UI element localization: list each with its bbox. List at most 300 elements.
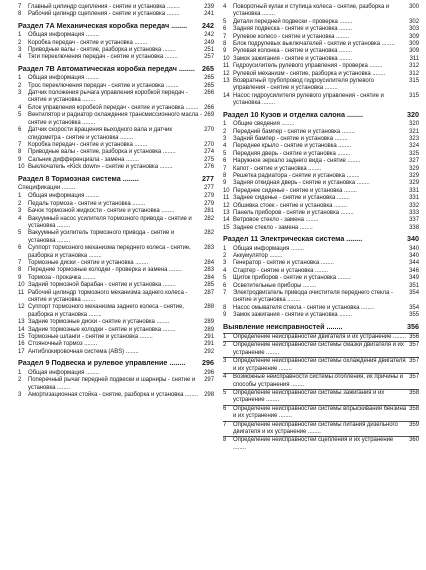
toc-entry <box>18 230 214 245</box>
toc-entry <box>223 188 419 195</box>
toc-entry <box>18 349 214 356</box>
toc-entry <box>223 41 419 48</box>
entry-number: 4 <box>18 215 22 222</box>
entry-title: Передний бампер - снятие и установка ........ <box>233 128 355 135</box>
entry-title: Раздел 7А Механическая коробка передач ........ <box>18 20 188 30</box>
section-heading <box>18 175 214 183</box>
page-number: 269 <box>204 112 214 119</box>
entry-number: 17 <box>18 348 25 355</box>
page-number: 266 <box>204 90 214 97</box>
page-number: 242 <box>204 32 214 39</box>
entry-number: 4 <box>223 267 227 274</box>
page-number: 289 <box>204 319 214 326</box>
entry-title: Тормозные шланги - снятие и установка ........ <box>28 334 153 341</box>
page-number: 340 <box>409 253 419 259</box>
entry-title: Приводные валы - снятие, разборка и установка ........ <box>28 149 176 156</box>
page-number: 239 <box>204 4 214 10</box>
toc-entry <box>223 56 419 63</box>
entry-number: 3 <box>223 260 227 267</box>
toc-entry <box>223 63 419 70</box>
page-number: 315 <box>409 92 419 99</box>
toc-entry <box>223 357 419 373</box>
toc-entry <box>223 129 419 136</box>
toc-entry <box>18 112 214 127</box>
page-number: 358 <box>409 405 419 412</box>
entry-title: Общие сведения ........ <box>233 121 295 128</box>
entry-number: 2 <box>18 377 22 384</box>
entry-number: 6 <box>18 245 22 252</box>
entry-title: Выключатель «Kick down» - снятие и установка ........ <box>28 164 173 171</box>
page-number: 323 <box>409 135 419 142</box>
toc-entry <box>18 40 214 47</box>
section-heading <box>18 359 214 367</box>
entry-title: Переднее сиденье - снятие и установка ........ <box>233 187 357 194</box>
toc-entry <box>223 173 419 180</box>
toc-entry <box>18 377 214 392</box>
page-number: 355 <box>409 312 419 319</box>
page-number: 346 <box>409 267 419 274</box>
page-number: 321 <box>409 128 419 135</box>
page-number: 309 <box>409 48 419 55</box>
page-number: 309 <box>409 33 419 40</box>
entry-title: Антиблокировочная система (ABS) ........ <box>28 348 139 355</box>
toc-entry <box>223 436 419 452</box>
page-number: 274 <box>204 149 214 156</box>
page-number: 291 <box>204 334 214 341</box>
entry-number: 4 <box>223 374 227 381</box>
entry-number: 11 <box>223 195 230 202</box>
entry-number: 5 <box>223 275 227 282</box>
toc-entry <box>18 304 214 319</box>
page-number: 320 <box>409 121 419 128</box>
toc-entry <box>223 246 419 253</box>
entry-title: Задняя откидная дверь - снятие и установка ........ <box>233 180 370 187</box>
toc-entry <box>223 290 419 305</box>
entry-title: Определение неисправностей системы впрыскивания бензина и их устранение ........ <box>233 405 406 420</box>
entry-title: Раздел 7В Автоматическая коробка передач ........ <box>18 63 195 73</box>
toc-entry <box>223 19 419 26</box>
entry-number: 2 <box>18 200 22 207</box>
entry-number: 4 <box>223 143 227 150</box>
entry-number: 1 <box>18 193 22 200</box>
page-number: 257 <box>204 54 214 61</box>
entry-number: 7 <box>223 165 227 172</box>
toc-entry <box>18 11 214 18</box>
page-number: 282 <box>204 230 214 237</box>
toc-entry <box>223 275 419 282</box>
toc-entry <box>223 305 419 312</box>
toc-entry <box>223 225 419 232</box>
entry-title: Общая информация ........ <box>28 32 99 39</box>
contents-left-column <box>18 4 214 399</box>
entry-title: Обшивка стоек - снятие и установка ........ <box>233 202 347 209</box>
entry-title: Панель приборов - снятие и установка ........ <box>233 209 354 216</box>
entry-title: Общая информация ........ <box>28 75 99 82</box>
entry-title: Передние тормозные колодки - проверка и замена ........ <box>28 267 182 274</box>
toc-entry <box>18 32 214 39</box>
page-number: 327 <box>409 158 419 165</box>
toc-entry <box>223 71 419 78</box>
toc-entry <box>223 93 419 108</box>
entry-title: Наружное зеркало заднего вида - снятие ........ <box>233 158 361 165</box>
entry-title: Суппорт тормозного механизма заднего колеса - снятие, разборка и установка ........ <box>28 304 184 318</box>
entry-number: 13 <box>18 319 25 326</box>
entry-title: Общая информация ........ <box>233 245 304 252</box>
toc-entry <box>18 327 214 334</box>
page-number: 340 <box>407 234 419 244</box>
toc-entry <box>18 90 214 105</box>
entry-title: Раздел 10 Кузов и отделка салона ........ <box>223 109 363 119</box>
entry-title: Определение неисправностей сцепления и их устранение ........ <box>233 437 394 451</box>
toc-entry <box>18 260 214 267</box>
entry-title: Амортизационная стойка - снятие, разборка и установка ........ <box>28 391 198 398</box>
entry-title: Переднее крыло - снятие и установка ........ <box>233 143 352 150</box>
entry-number: 13 <box>223 209 230 216</box>
entry-number: 11 <box>18 289 25 296</box>
entry-title: Приводные валы - снятие, разборка и установка ........ <box>28 47 176 54</box>
toc-entry <box>18 319 214 326</box>
entry-title: Заднее сиденье - снятие и установка ........ <box>233 195 350 202</box>
entry-number: 10 <box>223 55 230 62</box>
page-number: 298 <box>204 391 214 398</box>
entry-number: 2 <box>223 128 227 135</box>
entry-number: 1 <box>18 75 22 82</box>
entry-title: Спецификации ........ <box>18 184 76 191</box>
entry-title: Датчик положения рычага управления коробкой передач - снятие и установка ........ <box>28 90 188 104</box>
page-number: 349 <box>409 275 419 282</box>
entry-title: Рулевой механизм - снятие, разборка и установка ........ <box>233 70 386 77</box>
page-number: 354 <box>409 290 419 297</box>
toc-entry <box>223 151 419 158</box>
page-number: 359 <box>409 421 419 428</box>
entry-title: Насос омывателя стекла - снятие и установка ........ <box>233 304 374 311</box>
entry-title: Решетка радиатора - снятие и установка ........ <box>233 172 360 179</box>
toc-entry <box>223 78 419 93</box>
page-number: 281 <box>204 208 214 215</box>
page-number: 266 <box>204 104 214 111</box>
page-number: 337 <box>409 217 419 224</box>
entry-number: 6 <box>223 405 227 412</box>
page-number: 287 <box>204 289 214 296</box>
entry-number: 5 <box>223 18 227 25</box>
page-number: 312 <box>409 70 419 77</box>
entry-number: 3 <box>223 135 227 142</box>
entry-title: Электродвигатель привода очистителя переднего стекла - снятие и установка ........ <box>233 290 393 304</box>
entry-number: 10 <box>18 164 25 171</box>
entry-title: Суппорт тормозного механизма переднего колеса - снятие, разборка и установка ........ <box>28 245 191 259</box>
entry-number: 6 <box>223 26 227 33</box>
entry-title: Коробка передач - снятие и установка ........ <box>28 141 148 148</box>
toc-entry <box>223 312 419 319</box>
entry-title: Раздел 11 Электрическая система ........ <box>223 234 363 244</box>
page-number: 360 <box>409 437 419 444</box>
entry-title: Задняя подвеска - снятие и установка ........ <box>233 26 353 33</box>
entry-title: Тормозные диски - снятие и установка ........ <box>28 260 149 266</box>
toc-entry <box>223 195 419 202</box>
entry-number: 2 <box>223 253 227 259</box>
entry-number: 7 <box>18 4 22 10</box>
entry-title: Определение неисправностей системы смазки двигателя и их устранение ........ <box>233 342 404 356</box>
page-number: 296 <box>202 358 214 368</box>
entry-title: Определение неисправностей системы зажигания и их устранение ........ <box>233 389 385 404</box>
toc-entry <box>18 370 214 377</box>
entry-title: Поперечный рычаг передней подвески и шарниры - снятие и установка ........ <box>28 377 196 391</box>
entry-title: Блок управления коробкой передач - снятие и установка ........ <box>28 104 199 111</box>
page-number: 241 <box>204 11 214 18</box>
page-number: 277 <box>203 184 214 191</box>
page-number: 282 <box>204 215 214 222</box>
entry-number: 12 <box>223 70 230 77</box>
entry-title: Вакуумный насос усилителя тормозного привода - снятие и установка ........ <box>28 215 192 229</box>
entry-number: 15 <box>223 224 230 231</box>
entry-number: 14 <box>223 92 230 99</box>
toc-entry <box>223 166 419 173</box>
entry-title: Возвратный трубопровод гидроусилителя рулевого управления - снятие и установка ........ <box>233 78 374 92</box>
toc-entry <box>18 142 214 149</box>
toc-entry <box>223 341 419 357</box>
entry-number: 8 <box>18 149 22 156</box>
toc-entry <box>18 105 214 112</box>
entry-title: Гидроусилитель рулевого управления - проверка ........ <box>233 63 383 70</box>
toc-entry <box>18 127 214 142</box>
entry-number: 15 <box>18 334 25 341</box>
page-number: 332 <box>409 202 419 209</box>
entry-number: 5 <box>18 230 22 237</box>
entry-title: Рабочий цилиндр тормозного механизма заднего колеса - снятие и установка ........ <box>28 289 188 304</box>
toc-entry <box>18 208 214 215</box>
entry-number: 8 <box>223 437 227 444</box>
section-heading <box>223 111 419 119</box>
entry-number: 8 <box>223 172 227 179</box>
page-number: 279 <box>204 193 214 200</box>
toc-entry <box>223 260 419 267</box>
entry-title: Трос переключения передач - снятие и установка ........ <box>28 82 179 89</box>
page-number: 285 <box>204 282 214 289</box>
entry-number: 3 <box>18 47 22 54</box>
page-number: 329 <box>409 180 419 187</box>
page-number: 344 <box>409 260 419 267</box>
toc-entry <box>18 267 214 274</box>
entry-title: Стояночный тормоз ........ <box>28 341 98 348</box>
page-number: 265 <box>204 82 214 89</box>
entry-title: Определение неисправностей двигателя и их устранение ........ <box>233 334 406 341</box>
entry-number: 7 <box>223 421 227 428</box>
page-number: 358 <box>409 389 419 396</box>
entry-title: Датчик скорости вращения выходного вала и датчик спидометра - снятие и установка ........ <box>28 127 172 141</box>
entry-number: 4 <box>223 4 227 10</box>
entry-number: 9 <box>18 274 22 281</box>
page-number: 356 <box>409 334 419 341</box>
entry-number: 7 <box>223 33 227 40</box>
toc-entry <box>223 121 419 128</box>
toc-entry <box>18 157 214 164</box>
entry-number: 10 <box>223 187 230 194</box>
page-number: 357 <box>409 342 419 349</box>
entry-number: 5 <box>18 112 22 119</box>
contents-right-column <box>223 4 419 452</box>
entry-number: 16 <box>18 341 25 348</box>
page-number: 312 <box>409 63 419 70</box>
page-number: 351 <box>409 282 419 289</box>
entry-number: 1 <box>18 32 22 39</box>
toc-entry <box>18 54 214 61</box>
entry-title: Возможные неисправности системы отопления, их причины и способы устранения ........ <box>233 374 403 388</box>
entry-title: Заднее стекло - замена ........ <box>233 224 313 231</box>
page-number: 279 <box>204 200 214 207</box>
toc-entry <box>18 75 214 82</box>
entry-number: 6 <box>223 158 227 165</box>
entry-number: 5 <box>223 150 227 157</box>
entry-number: 6 <box>18 127 22 134</box>
entry-number: 13 <box>223 78 230 85</box>
entry-title: Бачок тормозной жидкости - снятие и установка ........ <box>28 208 175 215</box>
toc-entry <box>18 392 214 399</box>
entry-title: Рулевая колонка - снятие и установка ........ <box>233 48 352 55</box>
entry-number: 3 <box>223 358 227 365</box>
entry-number: 4 <box>18 104 22 111</box>
page-number: 251 <box>204 47 214 54</box>
entry-title: Сальник дифференциала - замена ........ <box>28 156 139 163</box>
entry-title: Ветровое стекло - замена ........ <box>233 217 319 224</box>
toc-entry <box>223 389 419 405</box>
entry-title: Замок зажигания - снятие и установка ........ <box>233 312 353 319</box>
page-number: 354 <box>409 304 419 311</box>
entry-title: Насос гидроусилителя рулевого управления - снятие и установка ........ <box>233 92 384 107</box>
page-number: 277 <box>202 173 214 183</box>
toc-entry <box>18 216 214 231</box>
page-number: 275 <box>204 156 214 163</box>
toc-entry <box>223 210 419 217</box>
page-number: 289 <box>204 326 214 333</box>
page-number: 296 <box>204 369 214 376</box>
entry-number: 8 <box>223 41 227 48</box>
entry-number: 8 <box>223 304 227 311</box>
entry-title: Поворотный кулак и ступица колеса - снятие, разборка и установка ........ <box>233 4 390 18</box>
entry-title: Тормоза - прокачка ........ <box>28 274 96 281</box>
entry-number: 9 <box>18 156 22 163</box>
page-number: 270 <box>204 127 214 134</box>
page-number: 357 <box>409 358 419 365</box>
entry-number: 2 <box>18 39 22 46</box>
page-number: 333 <box>409 209 419 216</box>
entry-title: Блок подрулевых выключателей - снятие и установка ........ <box>233 41 395 48</box>
toc-entry <box>223 48 419 55</box>
entry-number: 12 <box>18 304 25 311</box>
entry-title: Коробка передач - снятие и установка ........ <box>28 39 148 46</box>
page-number: 291 <box>204 341 214 348</box>
page-number: 300 <box>409 4 419 10</box>
page-number: 331 <box>409 187 419 194</box>
entry-number: 1 <box>18 369 22 376</box>
entry-number: 9 <box>223 312 227 319</box>
toc-entry <box>18 83 214 90</box>
entry-title: Общая информация ........ <box>28 193 99 200</box>
toc-entry <box>18 282 214 289</box>
entry-title: Рабочий цилиндр сцепления - снятие и установка ........ <box>28 11 180 18</box>
page-number: 325 <box>409 150 419 157</box>
page-number: 320 <box>407 109 419 119</box>
toc-entry <box>18 164 214 171</box>
entry-number: 7 <box>18 141 22 148</box>
page-number: 302 <box>409 18 419 25</box>
entry-number: 1 <box>223 121 227 128</box>
page-number: 283 <box>204 245 214 252</box>
toc-entry <box>223 253 419 260</box>
page-number: 340 <box>409 245 419 252</box>
entry-number: 7 <box>223 290 227 297</box>
toc-entry <box>223 283 419 290</box>
toc-entry <box>223 158 419 165</box>
entry-number: 8 <box>18 267 22 274</box>
entry-number: 4 <box>18 54 22 61</box>
entry-number: 3 <box>18 90 22 97</box>
page-number: 309 <box>409 41 419 48</box>
entry-number: 8 <box>18 11 22 18</box>
entry-title: Тяги переключения передач - снятие и установка ........ <box>28 54 178 61</box>
entry-title: Аккумулятор ........ <box>233 253 283 259</box>
entry-title: Стартер - снятие и установка ........ <box>233 267 328 274</box>
toc-entry <box>18 245 214 260</box>
page-number: 270 <box>204 141 214 148</box>
entry-number: 9 <box>223 48 227 55</box>
section-heading <box>223 323 419 331</box>
page-number: 284 <box>204 274 214 281</box>
entry-title: Задний бампер - снятие и установка ........ <box>233 135 348 142</box>
toc-entry <box>223 217 419 224</box>
entry-number: 12 <box>223 202 230 209</box>
entry-title: Рулевое колесо - снятие и установка ........ <box>233 33 350 40</box>
entry-title: Щиток приборов - снятие и установка ........ <box>233 275 351 282</box>
entry-title: Раздел 9 Подвеска и рулевое управление ........ <box>18 358 186 368</box>
section-heading <box>18 65 214 73</box>
page-number: 329 <box>409 172 419 179</box>
toc-entry <box>223 4 419 19</box>
page-number: 284 <box>204 260 214 266</box>
toc-entry <box>223 373 419 389</box>
entry-title: Капот - снятие и установка ........ <box>233 165 322 172</box>
toc-entry <box>223 421 419 437</box>
entry-title: Задние тормозные диски - снятие и установка ........ <box>28 319 170 326</box>
entry-number: 6 <box>223 282 227 289</box>
toc-subheading <box>18 185 214 192</box>
page-number: 356 <box>407 321 419 331</box>
entry-title: Замок зажигания - снятие и установка ........ <box>233 55 353 62</box>
entry-number: 1 <box>223 245 227 252</box>
toc-entry <box>18 290 214 305</box>
page-number: 331 <box>409 195 419 202</box>
entry-title: Выявление неисправностей ........ <box>223 321 343 331</box>
page-number: 265 <box>202 63 214 73</box>
entry-title: Передняя дверь - снятие и установка ........ <box>233 150 351 157</box>
toc-entry <box>223 34 419 41</box>
entry-title: Педаль тормоза - снятие и установка ........ <box>28 200 146 207</box>
page-number: 303 <box>409 26 419 33</box>
page-number: 315 <box>409 78 419 85</box>
page-number: 292 <box>204 348 214 355</box>
page-number: 329 <box>409 165 419 172</box>
entry-number: 5 <box>223 389 227 396</box>
entry-title: Задний тормозной барабан - снятие и установка ........ <box>28 282 176 289</box>
section-heading <box>18 22 214 30</box>
entry-title: Детали передней подвески - проверка ........ <box>233 18 353 25</box>
toc-entry <box>223 180 419 187</box>
entry-title: Вентилятор и радиатор охлаждения трансмиссионного масла - снятие и установка ........ <box>28 112 202 126</box>
entry-number: 11 <box>223 63 230 70</box>
entry-title: Осветительные приборы ........ <box>233 282 316 289</box>
entry-number: 1 <box>223 334 227 341</box>
entry-title: Раздел 8 Тормозная система ........ <box>18 173 139 183</box>
entry-number: 14 <box>223 217 230 224</box>
